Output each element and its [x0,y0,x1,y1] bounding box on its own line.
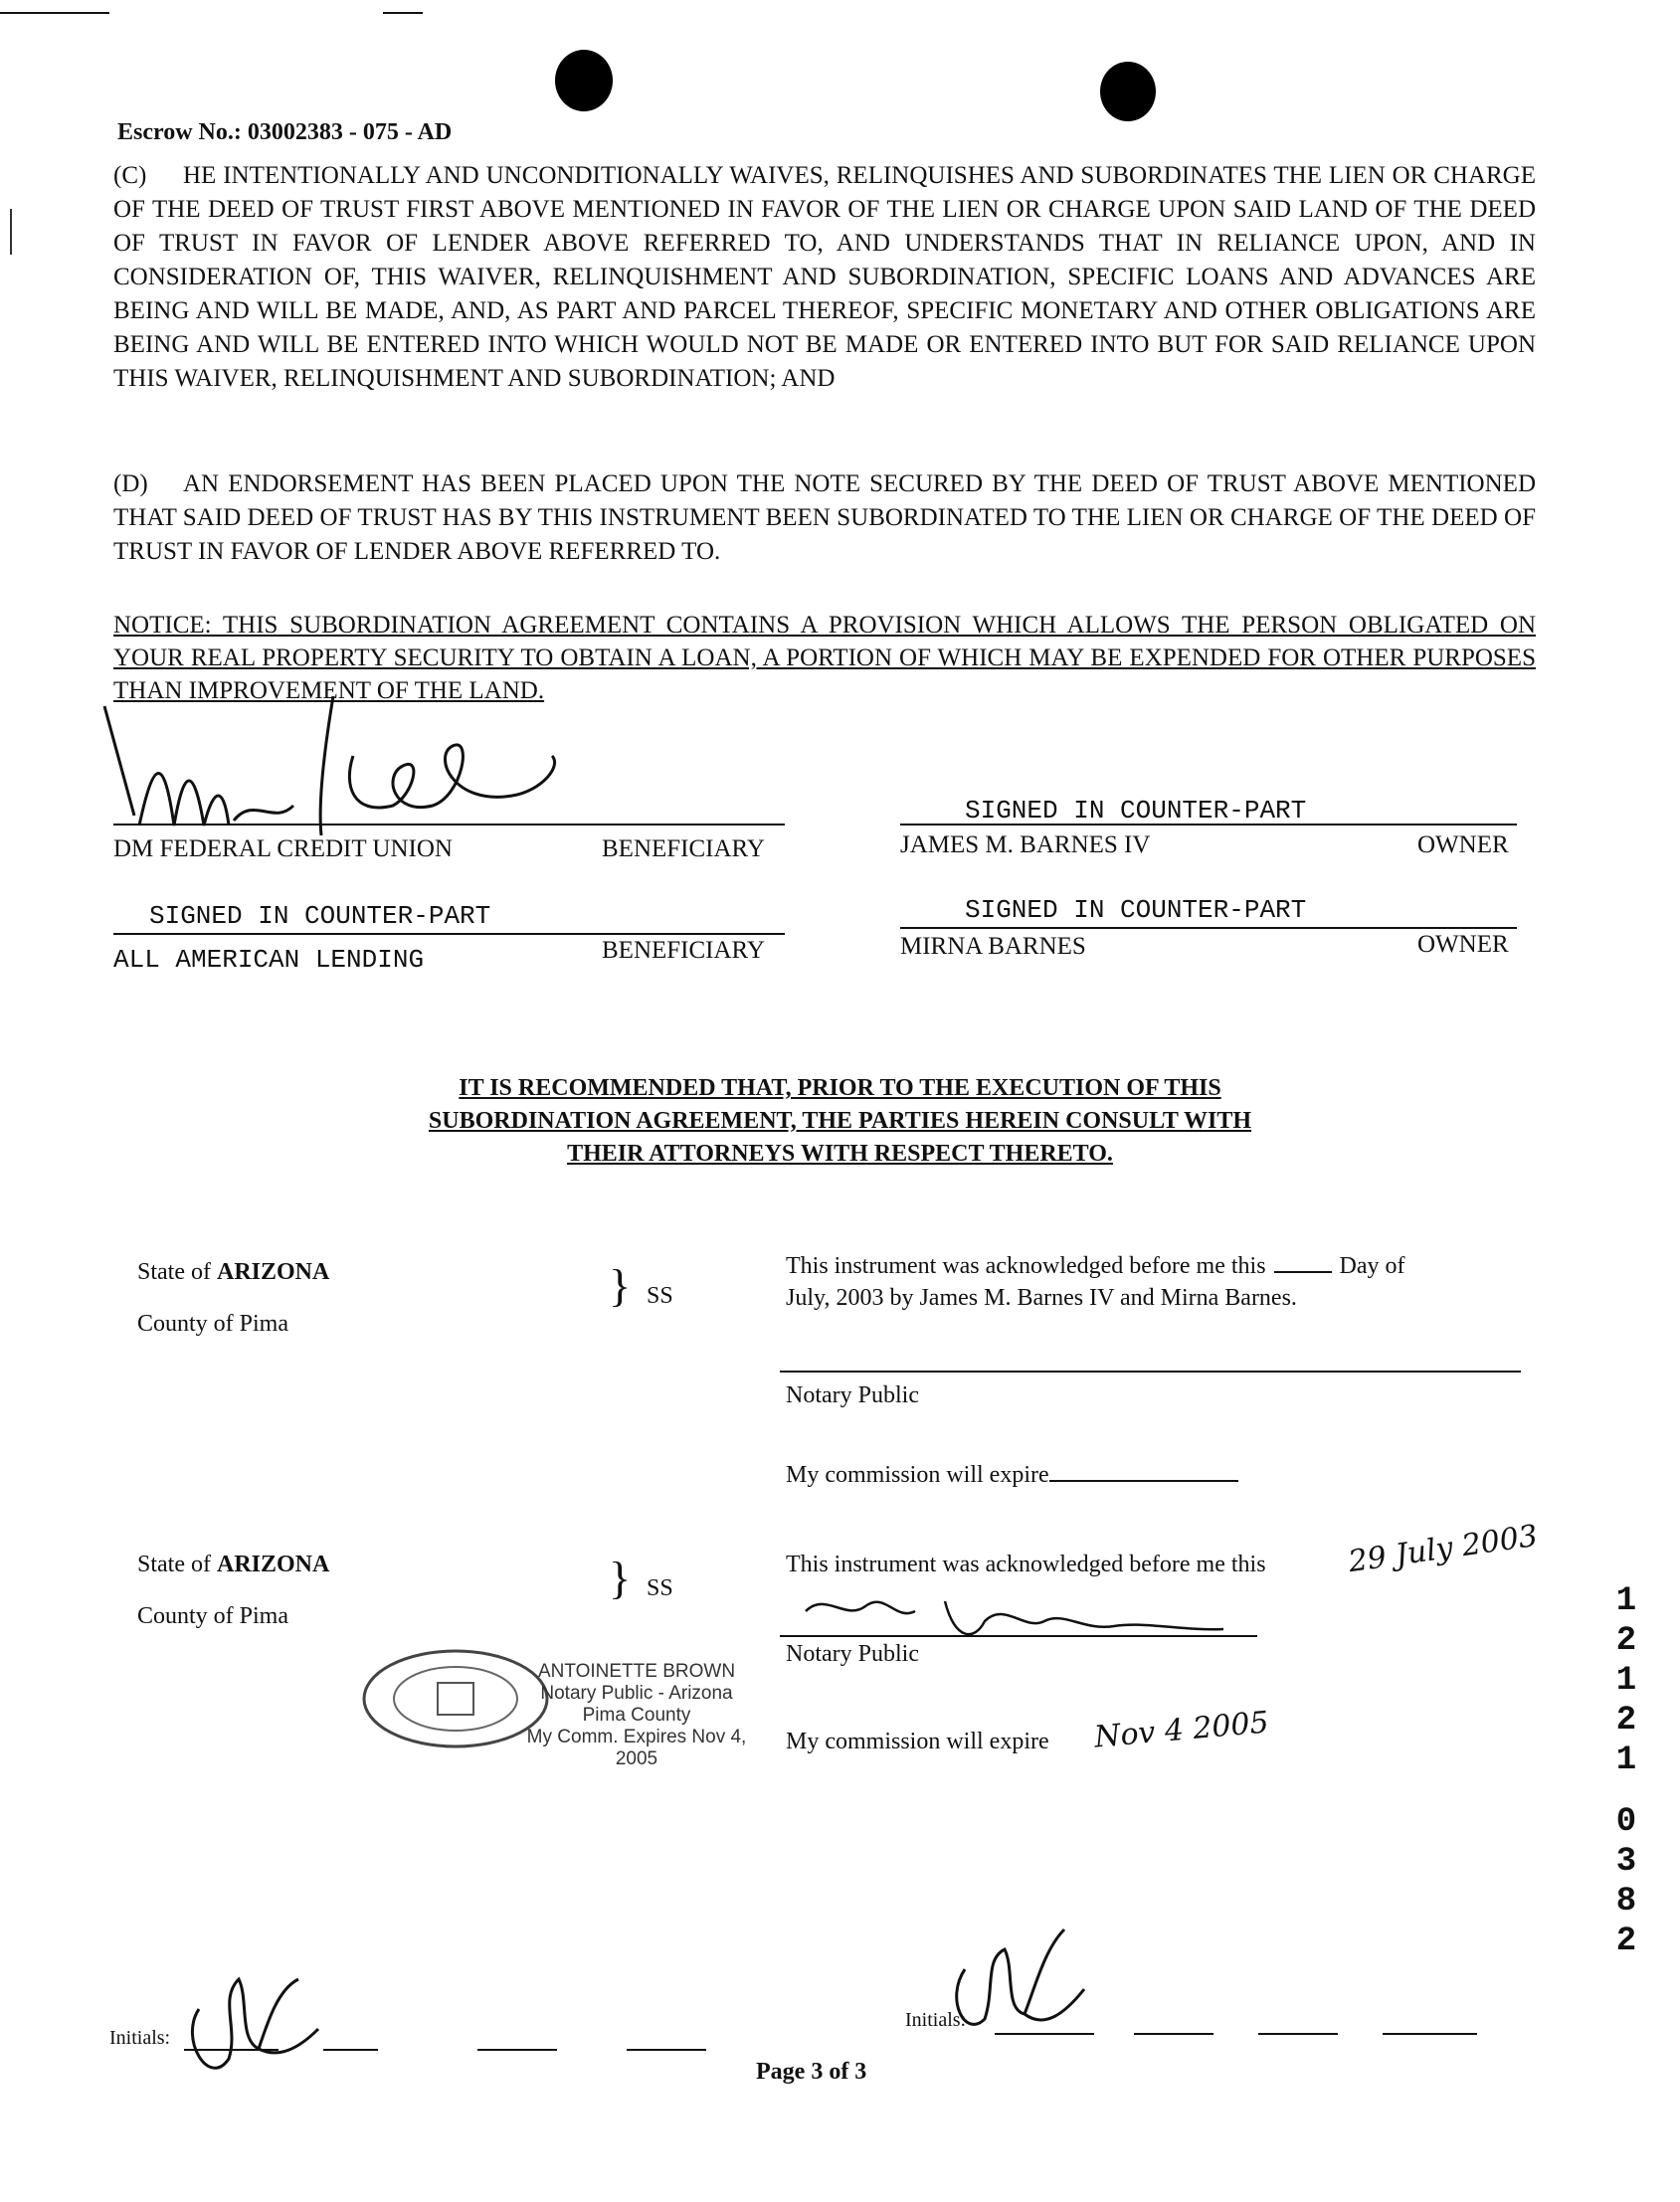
notary2-notary-public: Notary Public [786,1641,919,1667]
stamp-title: Notary Public - Arizona [540,1683,733,1704]
side-digit: 1 [1615,1662,1637,1700]
notary1-ack-text: This instrument was acknowledged before me this [786,1253,1266,1279]
notary1-commission-blank [1049,1480,1238,1482]
side-document-number [1609,1581,1643,1961]
notice-paragraph: NOTICE: THIS SUBORDINATION AGREEMENT CONTAINS A PROVISION WHICH ALLOWS THE PERSON OBLIGATED ON YOUR REAL PROPERTY SECURITY TO OBTAIN A LOAN, A PORTION OF WHICH MAY BE EXPENDED FOR OTHER PURPOSES THAN IMPROVEMENT OF THE LAND. [113,612,1536,704]
notary1-county: County of Pima [137,1311,289,1337]
notary1-ss: SS [647,1283,673,1309]
signature-line-mirna [900,927,1517,929]
notary2-county: County of Pima [137,1603,289,1629]
clause-c [113,159,1536,396]
notary2-brace: } [609,1553,632,1603]
notary-stamp-text [507,1661,766,1770]
initials-label-right: Initials: [905,2009,967,2031]
side-digit: 3 [1615,1843,1637,1881]
escrow-number: 03002383 - 075 - AD [247,119,453,145]
escrow-label: Escrow No.: [117,119,242,145]
recommendation-line-3: THEIR ATTORNEYS WITH RESPECT THERETO. [567,1141,1113,1167]
initials-label-left: Initials: [109,2027,171,2049]
stamp-county: Pima County [582,1705,691,1726]
owner-name-mirna: MIRNA BARNES [900,933,1086,960]
notary2-signature-line [780,1635,1257,1637]
signature-line-james [900,824,1517,826]
notary2-ack-line1: This instrument was acknowledged before me this [786,1552,1266,1577]
notary1-ack-line1 [786,1253,1405,1280]
signed-counterpart-mirna: SIGNED IN COUNTER-PART [965,895,1307,925]
clause-d-label: (D) [113,470,148,497]
initials-line [1134,2033,1213,2035]
stamp-expires: My Comm. Expires Nov 4, 2005 [526,1727,747,1769]
initials-line [477,2049,557,2051]
initials-line [1383,2033,1477,2035]
scan-mark [10,209,12,255]
signed-counterpart-aal: SIGNED IN COUNTER-PART [149,901,491,931]
recommendation-line-1: IT IS RECOMMENDED THAT, PRIOR TO THE EXECUTION OF THIS [459,1075,1221,1101]
notary1-state-label: State of [137,1259,211,1285]
scan-mark [0,12,109,14]
recommendation-line-2: SUBORDINATION AGREEMENT, THE PARTIES HEREIN CONSULT WITH [428,1108,1252,1134]
owner-role-james: OWNER [1417,831,1509,858]
notary2-commission-label: My commission will expire [786,1729,1049,1754]
side-digit: 8 [1615,1883,1637,1921]
notary1-notary-public: Notary Public [786,1382,919,1408]
notary1-state-name: ARIZONA [216,1259,330,1285]
initials-line [1258,2033,1338,2035]
initials-line [627,2049,706,2051]
initials-signature-left [169,1939,338,2099]
notary2-state-name: ARIZONA [216,1552,330,1577]
notary1-ack-day: Day of [1339,1253,1405,1279]
clause-c-text: HE INTENTIONALLY AND UNCONDITIONALLY WAIVES, RELINQUISHES AND SUBORDINATES THE LIEN OR CHARGE OF THE DEED OF TRUST FIRST ABOVE MENTIONED IN FAVOR OF THE LIEN OR CHARGE UPON SAID LAND OF THE DEED OF TRUST IN FAVOR OF LENDER ABOVE REFERRED TO, AND UNDERSTANDS THAT IN RELIANCE UPON, AND IN CONSIDERATION OF, THIS WAIVER, RELINQUISHMENT AND SUBORDINATION, SPECIFIC LOANS AND ADVANCES ARE BEING AND WILL BE MADE, AND, AS PART AND PARCEL THEREOF, SPECIFIC MONETARY AND OTHER OBLIGATIONS ARE BEING AND WILL BE ENTERED INTO WHICH WOULD NOT BE MADE OR ENTERED INTO BUT FOR SAID RELIANCE UPON THIS WAIVER, RELINQUISHMENT AND SUBORDINATION; AND [113,162,1536,392]
side-digit: 2 [1615,1622,1637,1660]
side-digit: 1 [1615,1582,1637,1620]
notary2-state [137,1552,329,1578]
owner-name-james: JAMES M. BARNES IV [900,831,1151,858]
notary1-commission-label: My commission will expire [786,1462,1049,1488]
scan-mark [383,12,423,14]
beneficiary-role-aal: BENEFICIARY [602,937,765,964]
notary1-commission [786,1462,1238,1489]
signed-counterpart-james: SIGNED IN COUNTER-PART [965,796,1307,826]
initials-line [323,2049,378,2051]
initials-signature-right [925,1910,1104,2059]
notary1-signature-line [780,1371,1521,1373]
beneficiary-name-aal: ALL AMERICAN LENDING [113,945,425,975]
side-digit: 1 [1615,1742,1637,1779]
notary2-commission-handwritten: Nov 4 2005 [1092,1705,1270,1755]
notary1-brace: } [609,1260,632,1311]
punch-hole [555,50,613,111]
notary2-state-label: State of [137,1552,211,1577]
clause-d [113,467,1536,569]
clause-d-text: AN ENDORSEMENT HAS BEEN PLACED UPON THE NOTE SECURED BY THE DEED OF TRUST ABOVE MENTIONED THAT SAID DEED OF TRUST HAS BY THIS INSTRUMENT BEEN SUBORDINATED TO THE LIEN OR CHARGE OF THE DEED OF TRUST IN FAVOR OF LENDER ABOVE REFERRED TO. [113,470,1536,565]
signature-line-aal [113,933,785,935]
notary1-day-blank [1274,1271,1332,1273]
punch-hole [1100,62,1156,121]
escrow-number-line [117,119,452,146]
notary1-ack-line2: July, 2003 by James M. Barnes IV and Mirna Barnes. [786,1285,1297,1311]
notary1-state [137,1259,329,1286]
page-number: Page 3 of 3 [756,2059,867,2085]
owner-role-mirna: OWNER [1417,931,1509,958]
beneficiary-role-dm: BENEFICIARY [602,835,765,862]
clause-c-label: (C) [113,162,147,189]
stamp-name: ANTOINETTE BROWN [537,1661,736,1682]
initials-line [184,2049,279,2051]
side-digit: 0 [1615,1803,1637,1841]
beneficiary-name-dm: DM FEDERAL CREDIT UNION [113,835,453,862]
signature-line-dm [113,824,785,826]
side-digit: 2 [1615,1702,1637,1740]
notary2-commission [786,1729,1049,1755]
initials-line [995,2033,1094,2035]
side-digit: 2 [1615,1923,1637,1960]
notary2-ack-date-handwritten: 29 July 2003 [1346,1518,1540,1580]
notary2-ss: SS [647,1575,673,1601]
